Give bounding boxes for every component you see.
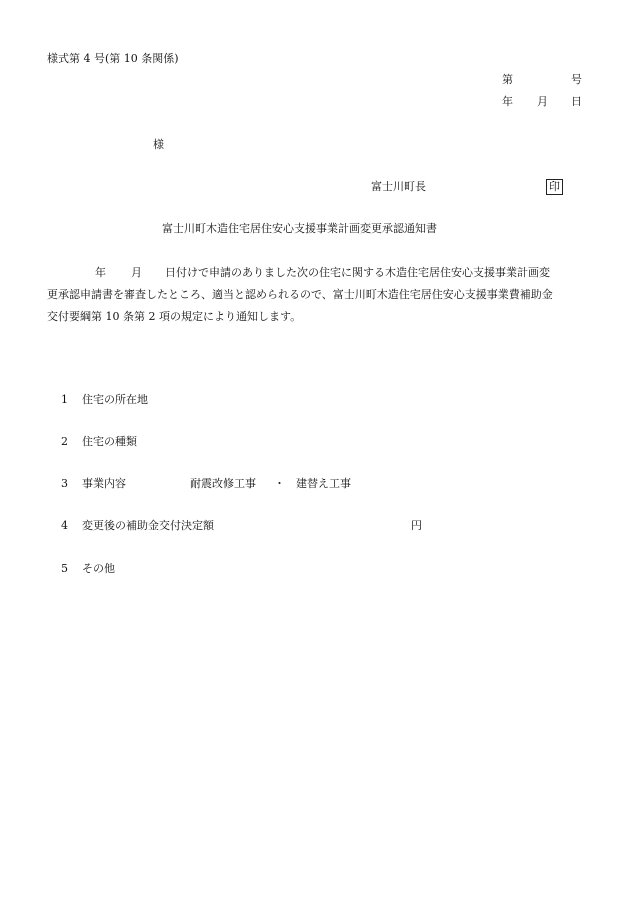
item-3-option-1: 耐震改修工事: [190, 477, 256, 490]
document-title: 富士川町木造住宅居住安心支援事業計画変更承認通知書: [162, 222, 437, 235]
seal-stamp: [546, 179, 563, 195]
item-3-separator: ・: [274, 477, 285, 490]
item-2-label: 住宅の種類: [82, 435, 137, 448]
item-1-number: 1: [61, 393, 68, 406]
item-2-number: 2: [61, 435, 68, 448]
number-prefix: 第: [502, 73, 513, 86]
item-5-label: その他: [82, 562, 115, 575]
item-4-number: 4: [61, 519, 68, 532]
body-text-line-1: 日付けで申請のありました次の住宅に関する木造住宅居住安心支援事業計画変: [165, 266, 550, 279]
item-3-label: 事業内容: [82, 477, 126, 490]
item-4-unit: 円: [411, 519, 422, 532]
date-day: 日: [571, 95, 582, 108]
item-3-number: 3: [61, 477, 68, 490]
body-text-line-2: 更承認申請書を審査したところ、適当と認められるので、富士川町木造住宅居住安心支援事業費補助金: [47, 288, 553, 301]
form-number: 様式第 4 号(第 10 条関係): [47, 52, 179, 65]
item-3-option-2: 建替え工事: [296, 477, 351, 490]
date-year: 年: [502, 95, 513, 108]
body-text-line-3: 交付要綱第 10 条第 2 項の規定により通知します。: [47, 310, 302, 323]
item-5-number: 5: [61, 562, 68, 575]
issuer: 富士川町長: [371, 180, 426, 193]
addressee-suffix: 様: [153, 138, 164, 151]
seal-label: 印: [546, 179, 563, 195]
item-1-label: 住宅の所在地: [82, 393, 148, 406]
body-year: 年: [95, 266, 106, 279]
date-month: 月: [537, 95, 548, 108]
item-4-label: 変更後の補助金交付決定額: [82, 519, 214, 532]
number-suffix: 号: [571, 73, 582, 86]
body-month: 月: [131, 266, 142, 279]
